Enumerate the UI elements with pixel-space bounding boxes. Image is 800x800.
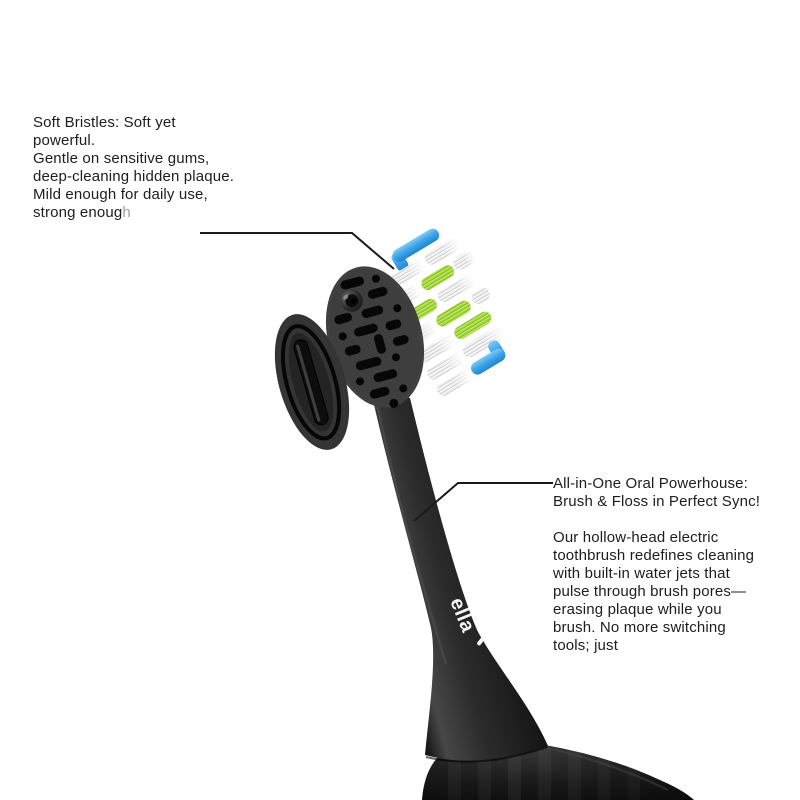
left-annotation	[33, 114, 234, 222]
note-line: pulse through brush pores—	[553, 583, 747, 600]
note-line: Soft Bristles: Soft yet	[33, 114, 176, 131]
bristle-tuft-white	[469, 286, 492, 307]
right-annotation	[553, 475, 760, 655]
callout-line-left	[200, 233, 394, 269]
note-line: powerful.	[33, 132, 96, 149]
note-line: Our hollow-head electric	[553, 529, 719, 546]
note-line: deep-cleaning hidden plaque.	[33, 168, 235, 185]
note-line: erasing plaque while you	[553, 601, 722, 618]
note-line: toothbrush redefines cleaning	[553, 547, 755, 564]
note-heading-line: All-in-One Oral Powerhouse:	[553, 475, 748, 492]
brand-logo: ella	[445, 594, 480, 636]
note-line: tools; just	[553, 637, 619, 654]
note-line	[33, 204, 234, 222]
note-line: Gentle on sensitive gums,	[33, 150, 210, 167]
note-line-main: strong enoug	[33, 204, 123, 221]
note-line-typing-cursor: h	[122, 204, 131, 221]
note-heading-line: Brush & Floss in Perfect Sync!	[553, 493, 761, 510]
note-line: Mild enough for daily use,	[33, 186, 208, 203]
paragraph-gap	[553, 511, 760, 529]
note-line: brush. No more switching	[553, 619, 726, 636]
brush-neck	[372, 394, 548, 761]
note-line: with built-in water jets that	[553, 565, 730, 582]
